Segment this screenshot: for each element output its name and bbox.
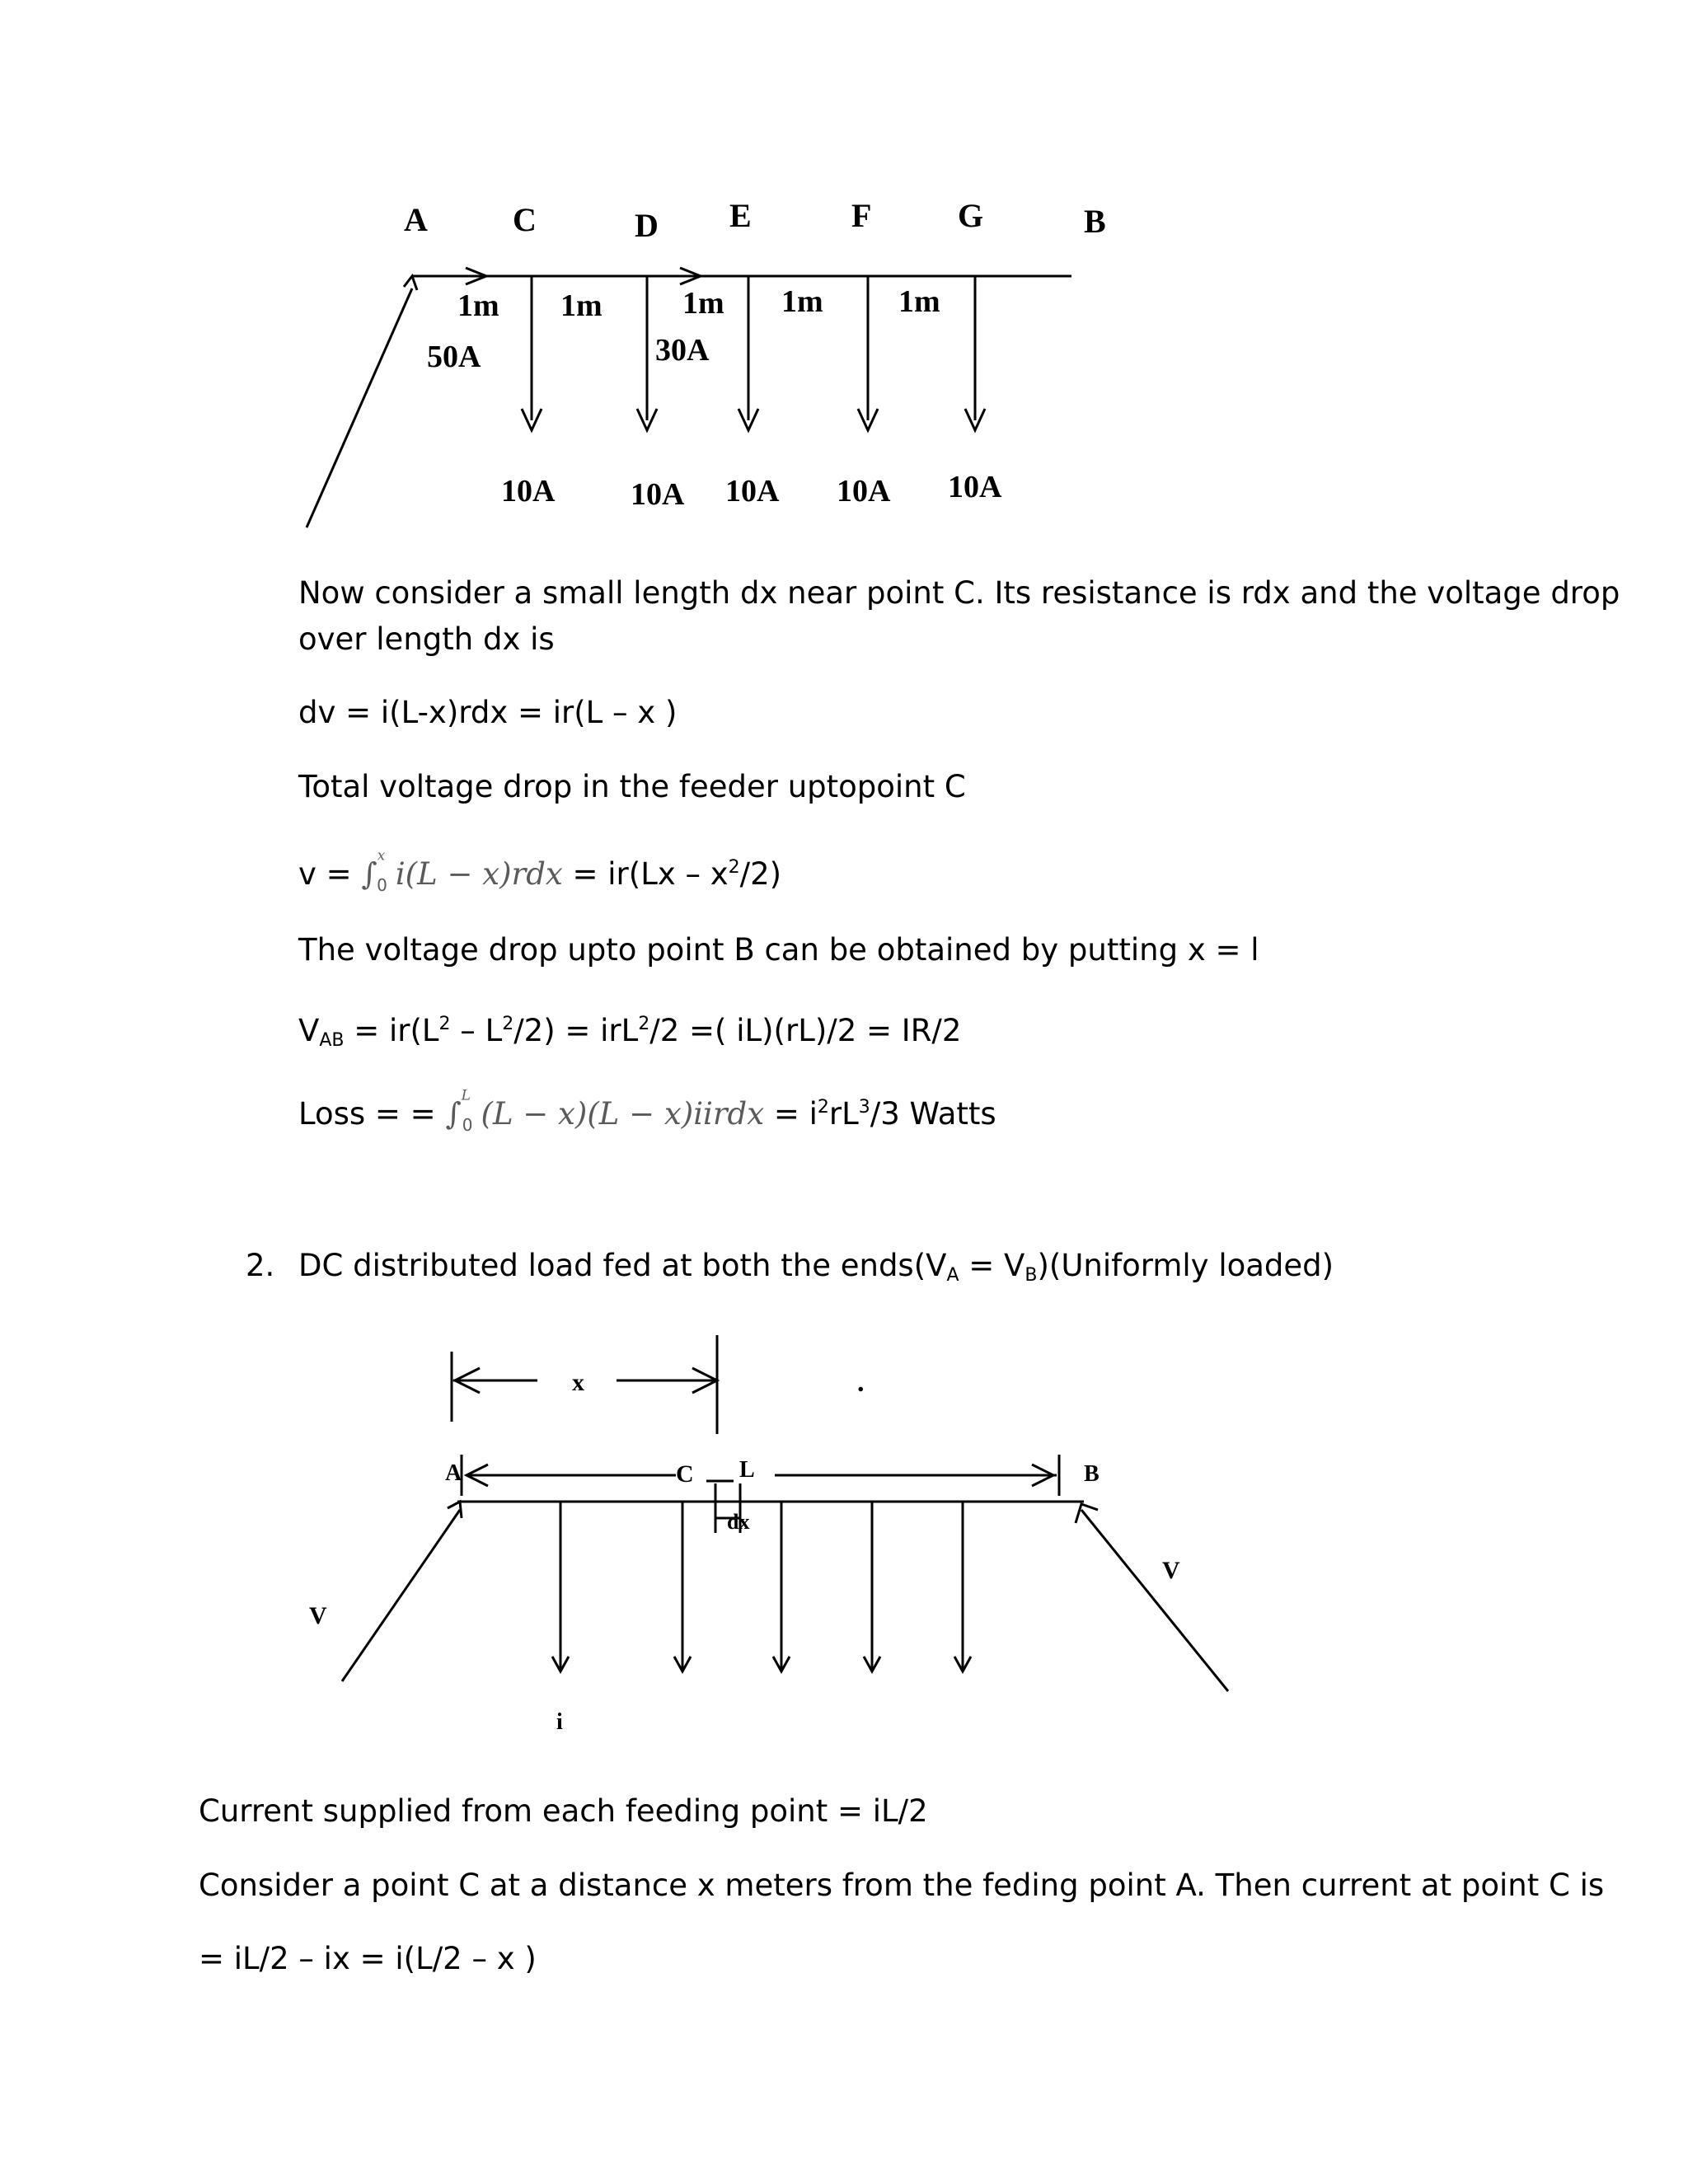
paragraph-dx-line2: over length dx is [298, 621, 555, 657]
label-v-right: V [1162, 1557, 1180, 1584]
segment-label-ef: 1m [781, 284, 823, 319]
eq-vab-sub: AB [319, 1030, 345, 1051]
eq-vab-sup1: 2 [438, 1014, 451, 1034]
paragraph-drop-upto-b: The voltage drop upto point B can be obtained by putting x = l [298, 932, 1259, 968]
feed-line [307, 288, 412, 527]
eq-v-rhs: = ir(Lx – x [562, 856, 729, 892]
eq-loss-rhs-a: = i [764, 1096, 818, 1132]
node-label-b: B [1084, 203, 1106, 240]
eq-vab-sup2: 2 [502, 1014, 514, 1034]
equation-dv: dv = i(L-x)rdx = ir(L – x ) [298, 695, 678, 730]
eq-loss-rhs-c: /3 Watts [870, 1096, 996, 1132]
integral-lower-limit: 0 [377, 875, 387, 895]
eq-vab-d: /2 =( iL)(rL)/2 = IR/2 [649, 1013, 962, 1048]
eq-vab-a: = ir(L [344, 1013, 439, 1048]
item2-b: = V [959, 1248, 1025, 1283]
loss-integral-sign: ∫ [445, 1096, 462, 1132]
loss-integral-lower: 0 [462, 1115, 473, 1135]
item2-sub-a: A [946, 1265, 959, 1286]
eq-v-sup: 2 [728, 857, 740, 878]
eq-loss-integrand: (L − x)(L − x)iirdx [481, 1096, 765, 1132]
list-item-2-heading [298, 1243, 1334, 1299]
segment-label-de: 1m [682, 286, 724, 321]
integral-upper-limit: x [377, 847, 386, 864]
loss-integral-upper: L [461, 1087, 471, 1104]
label-l: L [739, 1457, 755, 1483]
label-a: A [445, 1460, 462, 1486]
left-feed-line [342, 1510, 460, 1681]
item2-c: )(Uniformly loaded) [1037, 1248, 1334, 1283]
right-feed-arrowhead [1076, 1504, 1098, 1523]
equation-vab [298, 1001, 961, 1064]
load-current-g: 10A [948, 470, 1002, 504]
paragraph-total-drop: Total voltage drop in the feeder uptopoint C [298, 769, 966, 804]
eq-v-integrand: i(L − x)rdx [395, 856, 563, 892]
load-current-c: 10A [501, 474, 556, 509]
item2-a: DC distributed load fed at both the ends(V [298, 1248, 947, 1283]
paragraph-point-c: Consider a point C at a distance x meters from the feding point A. Then current at point C is [199, 1868, 1605, 1903]
equation-v-integral [298, 845, 781, 902]
eq-v-lhs: v = [298, 856, 362, 892]
list-item-2-number: 2. [246, 1248, 275, 1283]
load-current-e: 10A [725, 474, 780, 509]
current-label-feed: 50A [427, 340, 481, 374]
node-label-e: E [729, 197, 752, 234]
eq-vab-b: – L [450, 1013, 503, 1048]
eq-loss-lhs: Loss = = [298, 1096, 446, 1132]
node-label-d: D [635, 207, 659, 244]
equation-current-at-c: = iL/2 – ix = i(L/2 – x ) [199, 1941, 537, 1976]
current-label-mid: 30A [655, 333, 710, 368]
item2-sub-b: B [1025, 1265, 1038, 1286]
node-label-g: G [958, 197, 984, 234]
equation-loss [298, 1085, 996, 1141]
feeder-diagram-uniform-load [297, 1327, 1245, 1739]
dim-label-x: x [572, 1369, 584, 1396]
label-b: B [1084, 1461, 1100, 1487]
integral-sign: ∫ [361, 856, 377, 892]
eq-vab-c: /2) = irL [513, 1013, 639, 1048]
label-v-left: V [309, 1602, 327, 1629]
paragraph-dx-line1: Now consider a small length dx near point C. Its resistance is rdx and the voltage drop [298, 575, 1620, 611]
right-feed-line [1081, 1510, 1228, 1691]
load-current-f: 10A [837, 474, 891, 509]
label-i: i [556, 1709, 563, 1735]
eq-vab-v: V [298, 1013, 320, 1048]
eq-vab-sup3: 2 [638, 1014, 650, 1034]
segment-label-ac: 1m [457, 288, 499, 323]
eq-loss-sup2: 2 [817, 1097, 829, 1118]
label-dx: dx [727, 1510, 750, 1534]
stray-dot: . [857, 1367, 865, 1398]
feeder-diagram-concentrated-loads [288, 190, 1154, 544]
node-label-f: F [851, 197, 872, 234]
load-current-d: 10A [631, 477, 685, 512]
eq-loss-sup3: 3 [858, 1097, 870, 1118]
segment-label-fg: 1m [898, 284, 940, 319]
paragraph-current-each-feed: Current supplied from each feeding point = iL/2 [199, 1793, 928, 1829]
node-label-c: C [513, 201, 537, 238]
eq-v-rhs-end: /2) [739, 856, 782, 892]
feed-arrowhead [404, 276, 417, 290]
eq-loss-rhs-b: rL [828, 1096, 859, 1132]
segment-label-cd: 1m [560, 288, 603, 323]
label-c: C [676, 1460, 694, 1488]
node-label-a: A [404, 201, 428, 238]
